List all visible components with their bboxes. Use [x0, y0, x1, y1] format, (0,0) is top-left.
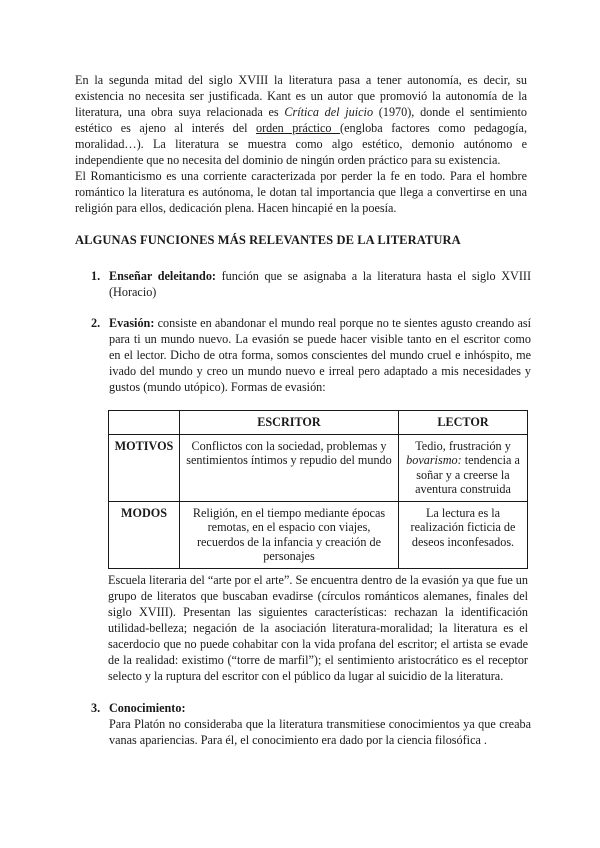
- intro-text-a: En la segunda mitad del siglo XVIII la literatura pasa a tener autonomía, es decir, su existencia no necesita ser justificada. Kant es un autor que promovió la autonomía de la literatura, una obra suya relacionada es: [75, 73, 527, 119]
- motivos-lector-text-b: tendencia a soñar y a creerse la aventura construida: [415, 453, 520, 496]
- table-row-modos: [109, 501, 528, 568]
- table-header-row: [109, 411, 528, 435]
- list-number: 2.: [91, 316, 101, 330]
- cell-motivos-lector: [399, 434, 528, 501]
- evasion-table: [108, 410, 528, 569]
- column-header-escritor: ESCRITOR: [180, 411, 399, 435]
- list-item-text: Para Platón no consideraba que la literatura transmitiese conocimientos ya que creaba vanas apariencias. Para él, el conocimiento era dado por la ciencia filosófica .: [109, 717, 531, 747]
- row-header-motivos: MOTIVOS: [109, 434, 180, 501]
- list-item-title: Evasión:: [109, 316, 155, 330]
- list-number: 1.: [91, 269, 101, 283]
- intro-paragraph-2: El Romanticismo es una corriente caracterizada por perder la fe en todo. Para el hombre romántico la literatura es autónoma, le dotan tal importancia que llega a convertirse en una religión para ellos, dedicación plena. Hacen hincapié en la poesía.: [75, 169, 527, 215]
- table-row-motivos: [109, 434, 528, 501]
- cell-motivos-escritor: Conflictos con la sociedad, problemas y sentimientos íntimos y repudio del mundo: [180, 434, 399, 501]
- list-item-2: [91, 315, 531, 395]
- list-item-body: [109, 315, 531, 395]
- intro-paragraph-1: [75, 72, 527, 168]
- table-corner-cell: [109, 411, 180, 435]
- list-item-3: [91, 700, 531, 748]
- cell-modos-lector: La lectura es la realización ficticia de deseos inconfesados.: [399, 501, 528, 568]
- escuela-text: Escuela literaria del “arte por el arte”. Se encuentra dentro de la evasión ya que fue un grupo de literatos que buscaban evadirse (círculos románticos alemanes, finales del siglo XVIII). Presentan las siguientes características: rechazan la identificación utilidad-belleza; negación de la asociación literatura-moralidad; la literatura es el sacerdocio que no puede cohabitar con la vida profana del escritor; el artista se evade de la realidad: existimo (“torre de marfil”); el sentimiento aristocrático es el receptor selecto y la ruptura del escritor con el público da lugar al suicidio de la literatura.: [108, 573, 528, 683]
- section-heading: ALGUNAS FUNCIONES MÁS RELEVANTES DE LA LITERATURA: [75, 233, 461, 247]
- list-item-1: [91, 268, 531, 300]
- intro-section: [75, 72, 527, 216]
- list-item-body: [109, 268, 531, 300]
- list-item-title: Conocimiento:: [109, 701, 186, 715]
- bovarismo-term: bovarismo:: [406, 453, 462, 467]
- list-number: 3.: [91, 701, 101, 715]
- list-item-text: función que se asignaba a la literatura hasta el siglo XVIII (Horacio): [109, 269, 531, 299]
- cell-modos-escritor: Religión, en el tiempo mediante épocas remotas, en el espacio con viajes, recuerdos de la infancia y creación de personajes: [180, 501, 399, 568]
- column-header-lector: LECTOR: [399, 411, 528, 435]
- motivos-lector-text-a: Tedio, frustración y: [415, 438, 511, 453]
- intro-text-b: (1970), donde el sentimiento estético es ajeno al interés del: [75, 105, 527, 135]
- row-header-modos: MODOS: [109, 501, 180, 568]
- intro-text-c: (engloba factores como pedagogía, moralidad…). La literatura se muestra como algo estético, demonio autónomo e independiente que no necesita del dominio de ningún orden práctico para su existencia.: [75, 121, 527, 167]
- list-item-body: [109, 700, 531, 748]
- escuela-paragraph: [108, 572, 528, 684]
- book-title: Crítica del juicio: [284, 105, 374, 119]
- list-item-title: Enseñar deleitando:: [109, 269, 216, 283]
- list-item-text: consiste en abandonar el mundo real porque no te sientes agusto creando así para ti un mundo nuevo. La evasión se puede hacer visible tanto en el escritor como en el lector. Dicho de otra forma, somos conscientes del mundo cruel e inhóspito, me ivado del mundo y creo un mundo nuevo e irreal pero adaptado a mis necesidades y gustos (mundo utópico). Formas de evasión:: [109, 316, 531, 394]
- orden-practico-underlined: orden práctico: [256, 121, 341, 135]
